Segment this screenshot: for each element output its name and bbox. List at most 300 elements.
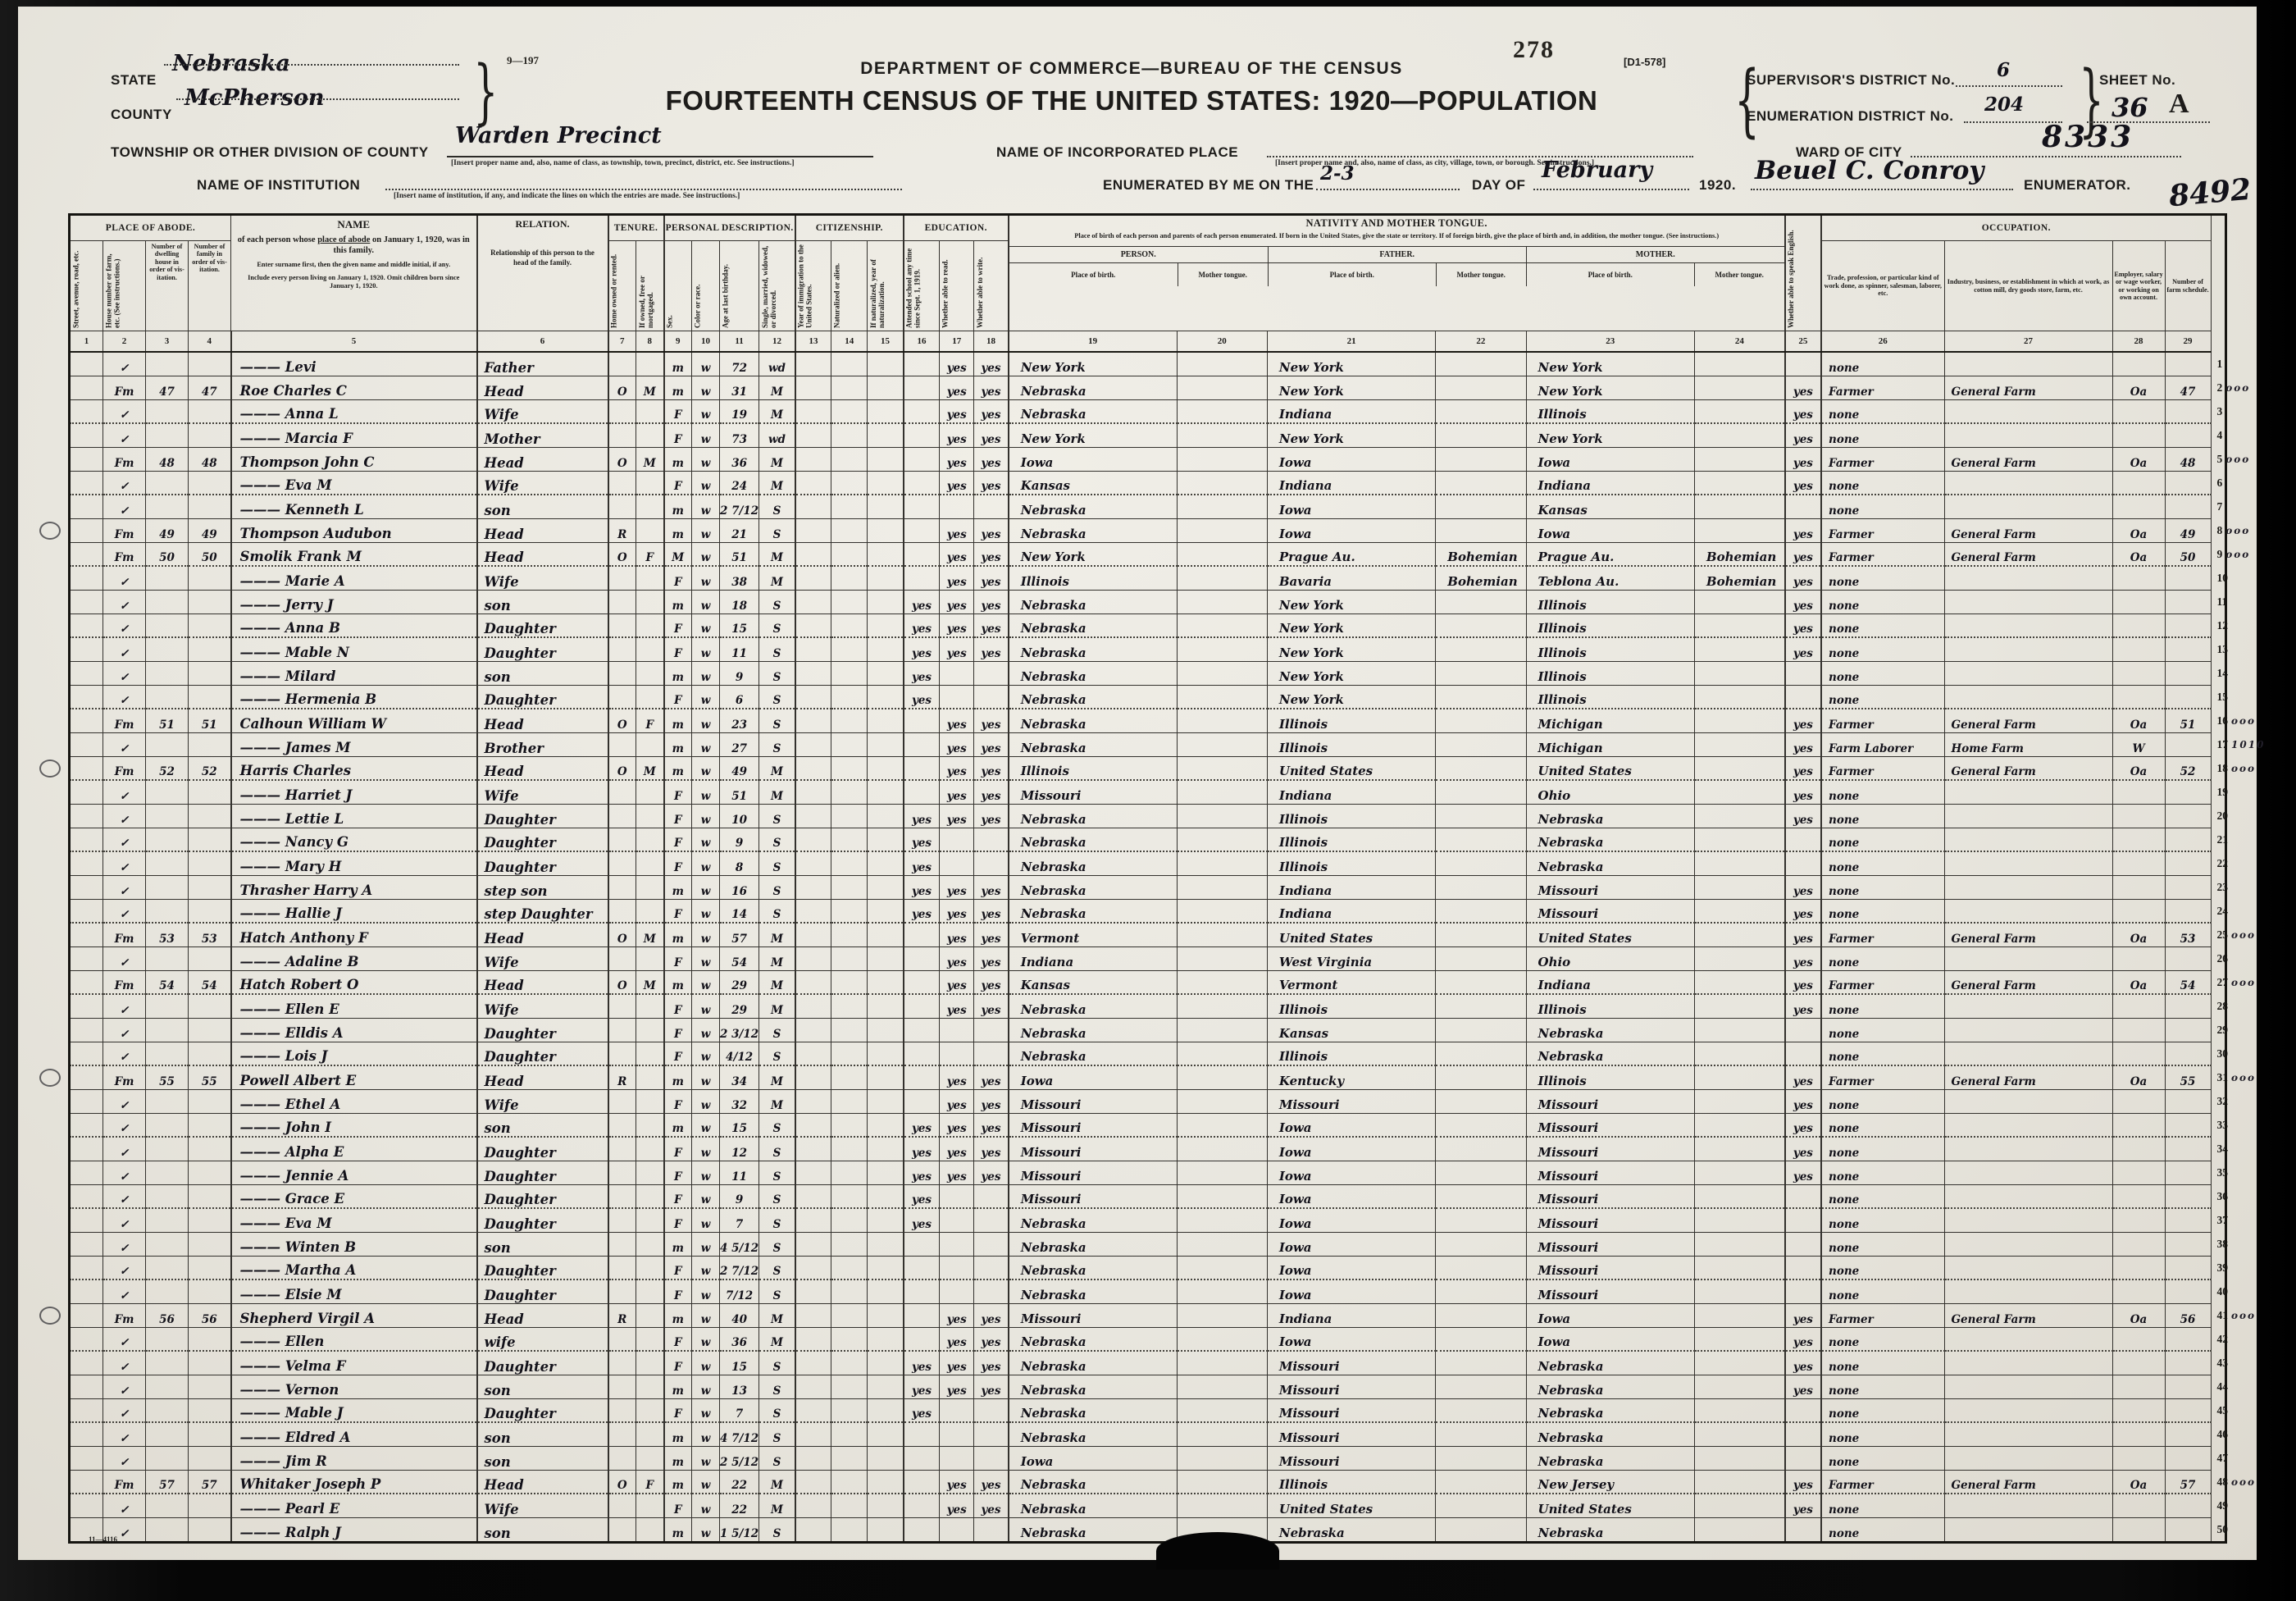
- cell-hn: Fm: [103, 376, 146, 399]
- cell-fmt: [1436, 994, 1526, 1018]
- cell-st: [71, 732, 103, 756]
- cell-occ: none: [1821, 1232, 1944, 1256]
- cell-occ: Farmer: [1821, 709, 1944, 732]
- supervisor-district-value: 6: [1997, 59, 2011, 81]
- cell-sch: [904, 1065, 940, 1089]
- line-number: 31 ooo: [2216, 1070, 2257, 1083]
- cell-own: [608, 1232, 636, 1256]
- cell-pob: Nebraska: [1009, 399, 1177, 423]
- cell-ind: General Farm: [1944, 1065, 2112, 1089]
- cell-fpob: Indiana: [1267, 875, 1435, 899]
- cell-name: ——— Hallie J: [231, 899, 477, 923]
- cell-yi: [795, 804, 831, 828]
- cell-fm: [189, 1351, 231, 1375]
- cell-mpob: New York: [1526, 376, 1694, 399]
- cell-hn: ✓: [103, 1446, 146, 1470]
- cell-race: w: [692, 447, 720, 471]
- cell-eng: yes: [1785, 875, 1821, 899]
- cell-ind: General Farm: [1944, 709, 2112, 732]
- cell-sex: F: [664, 1042, 692, 1065]
- cell-st: [71, 1232, 103, 1256]
- cell-mmt: [1694, 899, 1784, 923]
- cell-dw: [146, 352, 189, 376]
- cell-rd: yes: [940, 1137, 974, 1161]
- cell-emp: Oa: [2112, 1065, 2165, 1089]
- cell-name: ——— Nancy G: [231, 828, 477, 851]
- schedule-row: [71, 732, 2266, 756]
- schedule-row: [71, 471, 2266, 495]
- cell-mar: S: [759, 1208, 795, 1232]
- cell-st: [71, 661, 103, 685]
- cell-fm: [189, 1517, 231, 1541]
- column-numbers-row: [71, 331, 2266, 353]
- cell-rel: Daughter: [477, 1351, 608, 1375]
- cell-mmt: [1694, 804, 1784, 828]
- cell-ind: [1944, 1256, 2112, 1279]
- cell-mort: [636, 1303, 664, 1327]
- cell-fs: 56: [2165, 1303, 2211, 1327]
- cell-wr: yes: [974, 804, 1009, 828]
- cell-ind: [1944, 471, 2112, 495]
- cell-mt: [1177, 1089, 1267, 1113]
- cell-fm: 56: [189, 1303, 231, 1327]
- cell-yi: [795, 590, 831, 613]
- cell-emp: [2112, 1446, 2165, 1470]
- cell-sex: F: [664, 899, 692, 923]
- cell-nat: [831, 495, 868, 518]
- father-header: FATHER.: [1268, 247, 1526, 262]
- cell-fpob: Indiana: [1267, 1303, 1435, 1327]
- cell-wr: yes: [974, 923, 1009, 946]
- cell-ind: [1944, 1494, 2112, 1517]
- line-number: 6: [2216, 476, 2223, 489]
- cell-emp: [2112, 899, 2165, 923]
- cell-own: [608, 399, 636, 423]
- line-number: 17 1010: [2216, 737, 2266, 750]
- cell-mar: S: [759, 732, 795, 756]
- line-number: 45: [2216, 1403, 2229, 1416]
- cell-nat: [831, 471, 868, 495]
- cell-fmt: [1436, 1303, 1526, 1327]
- cell-race: w: [692, 875, 720, 899]
- col-able-to-read: Whether able to read.: [940, 241, 974, 331]
- cell-own: [608, 685, 636, 709]
- cell-dw: 48: [146, 447, 189, 471]
- cell-name: ——— Hermenia B: [231, 685, 477, 709]
- cell-ind: [1944, 946, 2112, 970]
- cell-rd: [940, 1446, 974, 1470]
- cell-dw: [146, 946, 189, 970]
- cell-fm: [189, 566, 231, 590]
- cell-nat: [831, 352, 868, 376]
- cell-yi: [795, 542, 831, 566]
- cell-eng: yes: [1785, 1303, 1821, 1327]
- cell-fpob: Indiana: [1267, 899, 1435, 923]
- cell-fmt: [1436, 828, 1526, 851]
- cell-fm: 57: [189, 1470, 231, 1494]
- schedule-row: [71, 1375, 2266, 1398]
- cell-nat: [831, 756, 868, 780]
- cell-fs: [2165, 899, 2211, 923]
- cell-dw: [146, 1113, 189, 1137]
- cell-sex: F: [664, 851, 692, 875]
- cell-fpob: Iowa: [1267, 1137, 1435, 1161]
- cell-own: [608, 1161, 636, 1184]
- cell-mpob: Missouri: [1526, 1113, 1694, 1137]
- cell-rd: yes: [940, 447, 974, 471]
- cell-yn: [868, 780, 904, 804]
- schedule-row: [71, 423, 2266, 447]
- cell-sex: m: [664, 376, 692, 399]
- cell-dw: [146, 780, 189, 804]
- cell-fmt: [1436, 1398, 1526, 1422]
- cell-rel: step Daughter: [477, 899, 608, 923]
- cell-fpob: Iowa: [1267, 1232, 1435, 1256]
- cell-name: ——— Velma F: [231, 1351, 477, 1375]
- cell-occ: Farmer: [1821, 447, 1944, 471]
- schedule-row: [71, 1494, 2266, 1517]
- cell-wr: yes: [974, 590, 1009, 613]
- cell-fs: [2165, 495, 2211, 518]
- cell-mar: S: [759, 1398, 795, 1422]
- cell-hn: ✓: [103, 1113, 146, 1137]
- cell-own: [608, 1398, 636, 1422]
- cell-eng: [1785, 1184, 1821, 1208]
- cell-fmt: [1436, 946, 1526, 970]
- cell-mt: [1177, 1279, 1267, 1303]
- cell-wr: yes: [974, 1113, 1009, 1137]
- cell-mt: [1177, 851, 1267, 875]
- cell-rd: [940, 1279, 974, 1303]
- cell-eng: [1785, 352, 1821, 376]
- line-number: 12: [2216, 618, 2229, 632]
- cell-fs: 49: [2165, 518, 2211, 542]
- schedule-row: [71, 1303, 2266, 1327]
- cell-age: 16: [720, 875, 759, 899]
- cell-race: w: [692, 1089, 720, 1113]
- line-number: 32: [2216, 1094, 2229, 1107]
- cell-sex: m: [664, 590, 692, 613]
- cell-emp: [2112, 1256, 2165, 1279]
- cell-sch: [904, 376, 940, 399]
- cell-mpob: United States: [1526, 756, 1694, 780]
- cell-hn: ✓: [103, 1256, 146, 1279]
- cell-dw: 55: [146, 1065, 189, 1089]
- group-name: [231, 216, 477, 331]
- cell-mmt: [1694, 756, 1784, 780]
- cell-mort: [636, 1065, 664, 1089]
- cell-nat: [831, 1327, 868, 1351]
- schedule-row: [71, 1042, 2266, 1065]
- cell-dw: [146, 1184, 189, 1208]
- cell-race: w: [692, 1303, 720, 1327]
- cell-occ: none: [1821, 495, 1944, 518]
- cell-yi: [795, 1517, 831, 1541]
- col-number-17: 17: [940, 331, 974, 353]
- cell-mpob: Ohio: [1526, 780, 1694, 804]
- cell-occ: Farm Laborer: [1821, 732, 1944, 756]
- cell-sex: m: [664, 970, 692, 994]
- cell-wr: yes: [974, 780, 1009, 804]
- cell-age: 31: [720, 376, 759, 399]
- cell-mar: S: [759, 1256, 795, 1279]
- cell-yi: [795, 899, 831, 923]
- cell-pob: Indiana: [1009, 946, 1177, 970]
- cell-nat: [831, 923, 868, 946]
- cell-fm: 47: [189, 376, 231, 399]
- cell-ind: [1944, 1279, 2112, 1303]
- cell-ind: General Farm: [1944, 376, 2112, 399]
- cell-name: ——— Eva M: [231, 1208, 477, 1232]
- col-number-16: 16: [904, 331, 940, 353]
- cell-st: [71, 1303, 103, 1327]
- cell-rd: yes: [940, 590, 974, 613]
- cell-mpob: Missouri: [1526, 1161, 1694, 1184]
- cell-hn: ✓: [103, 1161, 146, 1184]
- doc-code: [D1-578]: [1624, 56, 1666, 68]
- cell-mort: [636, 994, 664, 1018]
- cell-yn: [868, 923, 904, 946]
- cell-st: [71, 851, 103, 875]
- cell-mmt: [1694, 471, 1784, 495]
- cell-st: [71, 1327, 103, 1351]
- cell-own: O: [608, 1470, 636, 1494]
- cell-mort: [636, 1161, 664, 1184]
- cell-wr: yes: [974, 399, 1009, 423]
- cell-yn: [868, 1422, 904, 1446]
- cell-fmt: [1436, 1494, 1526, 1517]
- cell-race: w: [692, 1470, 720, 1494]
- cell-name: ——— Jerry J: [231, 590, 477, 613]
- cell-sex: F: [664, 423, 692, 447]
- cell-wr: [974, 851, 1009, 875]
- cell-eng: [1785, 495, 1821, 518]
- line-number: 28: [2216, 999, 2229, 1012]
- cell-pob: Missouri: [1009, 1161, 1177, 1184]
- cell-ind: [1944, 661, 2112, 685]
- cell-name: ——— Jennie A: [231, 1161, 477, 1184]
- cell-mt: [1177, 1398, 1267, 1422]
- cell-fm: [189, 685, 231, 709]
- cell-dw: [146, 399, 189, 423]
- cell-mar: S: [759, 1018, 795, 1042]
- cell-mar: S: [759, 1042, 795, 1065]
- cell-fpob: United States: [1267, 756, 1435, 780]
- cell-fpob: Iowa: [1267, 1256, 1435, 1279]
- cell-fpob: New York: [1267, 352, 1435, 376]
- cell-mmt: [1694, 518, 1784, 542]
- cell-yi: [795, 1303, 831, 1327]
- cell-eng: yes: [1785, 518, 1821, 542]
- cell-rd: yes: [940, 352, 974, 376]
- line-number: 41 ooo: [2216, 1308, 2257, 1321]
- cell-pob: Nebraska: [1009, 804, 1177, 828]
- cell-occ: none: [1821, 851, 1944, 875]
- cell-fm: [189, 804, 231, 828]
- cell-sch: [904, 399, 940, 423]
- cell-emp: [2112, 423, 2165, 447]
- cell-age: 73: [720, 423, 759, 447]
- cell-mmt: [1694, 875, 1784, 899]
- cell-nat: [831, 899, 868, 923]
- cell-mpob: Illinois: [1526, 661, 1694, 685]
- cell-sch: yes: [904, 613, 940, 637]
- col-age: Age at last birthday.: [720, 241, 759, 331]
- cell-rel: Wife: [477, 566, 608, 590]
- cell-yi: [795, 1351, 831, 1375]
- cell-fm: 51: [189, 709, 231, 732]
- line-number: 35: [2216, 1165, 2229, 1179]
- cell-occ: none: [1821, 828, 1944, 851]
- cell-wr: yes: [974, 566, 1009, 590]
- cell-st: [71, 685, 103, 709]
- cell-sex: m: [664, 1113, 692, 1137]
- cell-dw: 47: [146, 376, 189, 399]
- cell-dw: [146, 875, 189, 899]
- cell-hn: ✓: [103, 1279, 146, 1303]
- cell-fpob: Missouri: [1267, 1351, 1435, 1375]
- cell-mpob: Michigan: [1526, 709, 1694, 732]
- line-number: 13: [2216, 642, 2229, 655]
- cell-emp: [2112, 685, 2165, 709]
- cell-hn: ✓: [103, 851, 146, 875]
- cell-own: [608, 780, 636, 804]
- cell-yn: [868, 804, 904, 828]
- cell-fs: [2165, 994, 2211, 1018]
- cell-rd: [940, 828, 974, 851]
- cell-eng: yes: [1785, 780, 1821, 804]
- cell-fs: 53: [2165, 923, 2211, 946]
- cell-st: [71, 1042, 103, 1065]
- cell-yi: [795, 352, 831, 376]
- cell-emp: [2112, 1422, 2165, 1446]
- cell-wr: [974, 661, 1009, 685]
- cell-st: [71, 542, 103, 566]
- cell-yn: [868, 994, 904, 1018]
- cell-rd: [940, 1184, 974, 1208]
- cell-dw: 52: [146, 756, 189, 780]
- cell-mmt: [1694, 495, 1784, 518]
- cell-mt: [1177, 1375, 1267, 1398]
- cell-pob: Illinois: [1009, 756, 1177, 780]
- cell-rel: Head: [477, 970, 608, 994]
- cell-hn: ✓: [103, 1184, 146, 1208]
- col-number-19: 19: [1009, 331, 1177, 353]
- cell-own: [608, 471, 636, 495]
- cell-name: Thrasher Harry A: [231, 875, 477, 899]
- cell-fmt: [1436, 899, 1526, 923]
- cell-emp: [2112, 566, 2165, 590]
- cell-pob: Missouri: [1009, 1184, 1177, 1208]
- cell-fm: [189, 1327, 231, 1351]
- cell-st: [71, 1446, 103, 1470]
- cell-own: [608, 1494, 636, 1517]
- cell-fmt: [1436, 376, 1526, 399]
- cell-pob: Missouri: [1009, 1137, 1177, 1161]
- cell-fm: 55: [189, 1065, 231, 1089]
- cell-yi: [795, 1184, 831, 1208]
- group-nativity: [1009, 216, 1785, 331]
- cell-age: 40: [720, 1303, 759, 1327]
- cell-sex: F: [664, 613, 692, 637]
- col-number-5: 5: [231, 331, 477, 353]
- cell-fm: 49: [189, 518, 231, 542]
- cell-hn: Fm: [103, 923, 146, 946]
- cell-emp: [2112, 946, 2165, 970]
- cell-st: [71, 423, 103, 447]
- cell-occ: Farmer: [1821, 1470, 1944, 1494]
- cell-ind: Home Farm: [1944, 732, 2112, 756]
- cell-fpob: Iowa: [1267, 1184, 1435, 1208]
- cell-own: [608, 1184, 636, 1208]
- cell-wr: yes: [974, 1089, 1009, 1113]
- col-number-4: 4: [189, 331, 231, 353]
- col-number-11: 11: [720, 331, 759, 353]
- cell-mpob: Ohio: [1526, 946, 1694, 970]
- cell-nat: [831, 1137, 868, 1161]
- cell-own: [608, 1279, 636, 1303]
- cell-sch: [904, 518, 940, 542]
- cell-yn: [868, 495, 904, 518]
- cell-rel: Wife: [477, 471, 608, 495]
- cell-ind: [1944, 851, 2112, 875]
- cell-race: w: [692, 1494, 720, 1517]
- cell-sch: yes: [904, 685, 940, 709]
- cell-st: [71, 1470, 103, 1494]
- cell-st: [71, 875, 103, 899]
- cell-mort: M: [636, 923, 664, 946]
- cell-mpob: Nebraska: [1526, 1375, 1694, 1398]
- cell-dw: [146, 613, 189, 637]
- cell-sex: F: [664, 1256, 692, 1279]
- cell-wr: [974, 1446, 1009, 1470]
- cell-dw: [146, 495, 189, 518]
- cell-eng: yes: [1785, 376, 1821, 399]
- cell-hn: Fm: [103, 542, 146, 566]
- cell-rel: son: [477, 1375, 608, 1398]
- cell-fs: [2165, 471, 2211, 495]
- cell-race: w: [692, 471, 720, 495]
- cell-rd: yes: [940, 946, 974, 970]
- cell-race: w: [692, 1161, 720, 1184]
- cell-sch: yes: [904, 1375, 940, 1398]
- cell-yi: [795, 1089, 831, 1113]
- cell-age: 15: [720, 613, 759, 637]
- cell-sch: yes: [904, 1113, 940, 1137]
- cell-yn: [868, 352, 904, 376]
- cell-sch: [904, 946, 940, 970]
- cell-age: 49: [720, 756, 759, 780]
- cell-yi: [795, 756, 831, 780]
- cell-mt: [1177, 1446, 1267, 1470]
- cell-age: 36: [720, 1327, 759, 1351]
- cell-rel: Daughter: [477, 804, 608, 828]
- cell-fpob: Iowa: [1267, 1279, 1435, 1303]
- cell-rel: step son: [477, 875, 608, 899]
- cell-fs: [2165, 1184, 2211, 1208]
- cell-mt: [1177, 423, 1267, 447]
- col-number-26: 26: [1821, 331, 1944, 353]
- cell-rel: Daughter: [477, 1256, 608, 1279]
- cell-sex: F: [664, 946, 692, 970]
- cell-st: [71, 828, 103, 851]
- cell-mort: [636, 1375, 664, 1398]
- cell-ind: [1944, 1018, 2112, 1042]
- cell-st: [71, 899, 103, 923]
- cell-mar: M: [759, 970, 795, 994]
- cell-age: 2 7/12: [720, 495, 759, 518]
- col-street: Street, avenue, road, etc.: [71, 241, 103, 331]
